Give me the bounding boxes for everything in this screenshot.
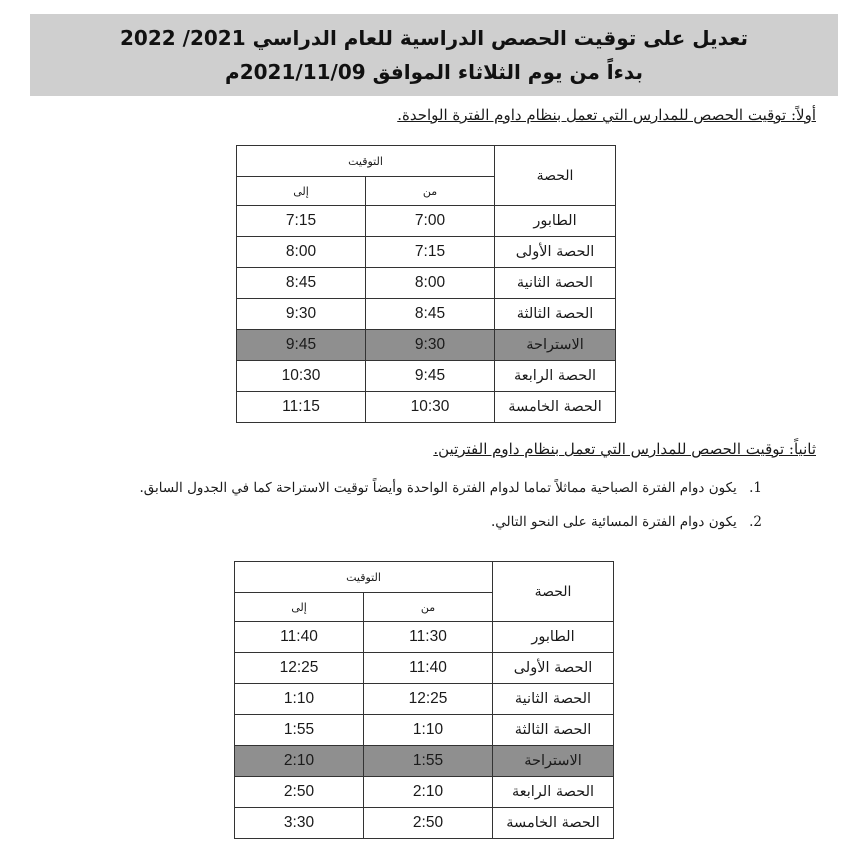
from-column-header: من [364,593,493,622]
period-name: الحصة الثانية [493,684,614,715]
time-from: 7:00 [366,206,495,237]
period-name: الحصة الثالثة [495,299,616,330]
time-to: 9:30 [237,299,366,330]
timing-column-header: التوقيت [237,146,495,177]
table-row [237,206,616,237]
to-column-header: إلى [237,177,366,206]
table-row [235,653,614,684]
list-item-number: 1. [749,480,762,496]
time-to: 2:50 [235,777,364,808]
time-from: 11:30 [364,622,493,653]
time-from: 1:55 [364,746,493,777]
section-2-heading: ثانياً: توقيت الحصص للمدارس التي تعمل بنظام داوم الفترتين. [433,440,816,458]
table-row [237,237,616,268]
time-from: 8:45 [366,299,495,330]
period-name: الحصة الرابعة [493,777,614,808]
list-item-number: 2. [749,514,762,530]
table-row [237,299,616,330]
period-name: الحصة الأولى [493,653,614,684]
break-row [235,746,614,777]
title-banner [30,14,838,96]
table-row [235,684,614,715]
period-name: الحصة الخامسة [493,808,614,839]
time-to: 11:15 [237,392,366,423]
single-shift-table [236,145,616,423]
time-to: 12:25 [235,653,364,684]
time-to: 1:55 [235,715,364,746]
time-from: 2:50 [364,808,493,839]
period-name: الحصة الخامسة [495,392,616,423]
time-from: 11:40 [364,653,493,684]
time-to: 1:10 [235,684,364,715]
period-name: الطابور [493,622,614,653]
time-to: 8:00 [237,237,366,268]
time-from: 7:15 [366,237,495,268]
time-from: 2:10 [364,777,493,808]
table-row [235,777,614,808]
period-name: الحصة الأولى [495,237,616,268]
time-from: 9:45 [366,361,495,392]
period-name: الحصة الثالثة [493,715,614,746]
table-row [237,392,616,423]
title-line-1: تعديل على توقيت الحصص الدراسية للعام الدراسي 2021/ 2022 [120,26,748,50]
period-name: الاستراحة [493,746,614,777]
table-row [237,361,616,392]
list-item-text: يكون دوام الفترة الصباحية مماثلاً تماما لدوام الفترة الواحدة وأيضاً توقيت الاستراحة كما في الجدول السابق. [139,480,737,496]
period-name: الحصة الثانية [495,268,616,299]
time-to: 11:40 [235,622,364,653]
table-row [235,808,614,839]
period-column-header: الحصة [493,562,614,622]
title-line-2: بدءاً من يوم الثلاثاء الموافق 2021/11/09م [225,60,643,84]
time-to: 3:30 [235,808,364,839]
table-row [235,715,614,746]
table-header-row [235,562,614,593]
time-from: 12:25 [364,684,493,715]
time-from: 9:30 [366,330,495,361]
from-column-header: من [366,177,495,206]
time-to: 2:10 [235,746,364,777]
time-to: 10:30 [237,361,366,392]
time-to: 7:15 [237,206,366,237]
timing-column-header: التوقيت [235,562,493,593]
to-column-header: إلى [235,593,364,622]
period-column-header: الحصة [495,146,616,206]
list-item-text: يكون دوام الفترة المسائية على النحو التالي. [491,514,737,530]
time-from: 1:10 [364,715,493,746]
time-to: 9:45 [237,330,366,361]
period-name: الحصة الرابعة [495,361,616,392]
table-row [237,268,616,299]
double-shift-evening-table [234,561,614,839]
period-name: الطابور [495,206,616,237]
time-from: 10:30 [366,392,495,423]
time-to: 8:45 [237,268,366,299]
list-item [491,514,762,530]
table-row [235,622,614,653]
break-row [237,330,616,361]
section-1-heading: أولاً: توقيت الحصص للمدارس التي تعمل بنظام داوم الفترة الواحدة. [397,106,816,124]
table-header-row [237,146,616,177]
period-name: الاستراحة [495,330,616,361]
list-item [139,480,762,496]
time-from: 8:00 [366,268,495,299]
